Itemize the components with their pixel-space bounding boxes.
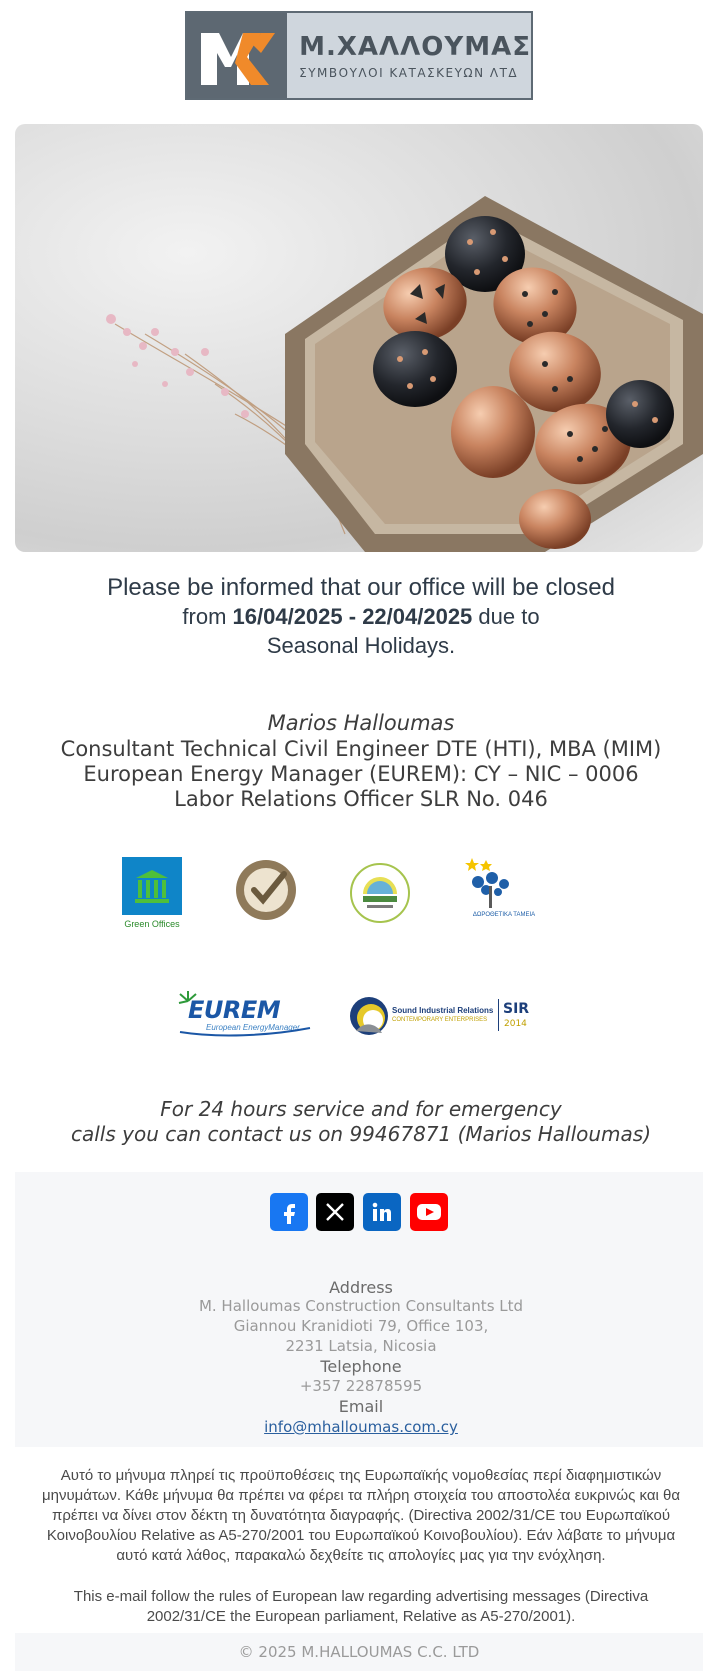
sir-badge: SIR <box>503 1001 530 1017</box>
emergency-line1: For 24 hours service and for emergency <box>160 1097 562 1121</box>
mk-logo-mark <box>187 13 287 98</box>
english-disclaimer: This e-mail follow the rules of European law regarding advertising messages (Directiva 2002/31/CE the European parliament, Relative as A5-270/2001). <box>73 1588 649 1625</box>
x-icon[interactable] <box>316 1193 354 1231</box>
announcement-line1: Please be informed that our office will be closed <box>107 574 615 601</box>
address-label: Address <box>329 1278 393 1297</box>
dorotika-label: ΔΩΡΟΘΕΤΙΚΑ ΤΑΜΕΙΑ <box>472 912 536 918</box>
dorotika-tameia-badge <box>458 856 550 926</box>
announcement-dates-line <box>0 604 722 630</box>
emergency-line2: calls you can contact us on 99467871 (Marios Halloumas) <box>71 1122 651 1146</box>
email-link[interactable]: info@mhalloumas.com.cy <box>264 1418 458 1436</box>
address-line1: M. Halloumas Construction Consultants Ltd <box>198 1297 524 1315</box>
address-line3: 2231 Latsia, Nicosia <box>285 1337 437 1355</box>
copyright-bar: © 2025 M.HALLOUMAS C.C. LTD <box>15 1633 703 1671</box>
closure-dates: 16/04/2025 - 22/04/2025 <box>232 604 473 629</box>
sir-year: 2014 <box>504 1019 527 1029</box>
eurem-subtitle: European EnergyManager <box>206 1023 300 1032</box>
eurem-logo <box>178 990 312 1038</box>
from-label: from <box>182 604 227 629</box>
sir-divider <box>498 999 499 1031</box>
youtube-icon[interactable] <box>410 1193 448 1231</box>
telephone-value: +357 22878595 <box>299 1377 423 1395</box>
logo-subtitle: ΣΥΜΒΟΥΛΟΙ ΚΑΤΑΣΚΕΥΩΝ ΛΤΔ <box>299 65 519 80</box>
address-line2: Giannou Kranidioti 79, Office 103, <box>233 1317 489 1335</box>
easter-eggs-hero-image <box>15 124 703 552</box>
telephone-label: Telephone <box>320 1357 402 1376</box>
green-offices-badge <box>122 857 182 933</box>
green-offices-label: Green Offices <box>124 919 180 929</box>
rainbow-seal-badge <box>349 862 411 924</box>
facebook-icon[interactable] <box>270 1193 308 1231</box>
quality-check-badge <box>234 858 298 922</box>
eurem-wordmark: EUREM <box>188 996 281 1024</box>
signature-title2: European Energy Manager (EUREM): CY – NIC – 0006 <box>83 762 639 786</box>
email-label: Email <box>338 1397 384 1416</box>
logo-name: Μ.ΧΑΛΛΟΥΜΑΣ <box>299 31 531 62</box>
email-row <box>0 1417 722 1436</box>
sir-subtitle: CONTEMPORARY ENTERPRISES <box>392 1017 488 1023</box>
announcement-line3: Seasonal Holidays. <box>266 633 456 658</box>
linkedin-icon[interactable] <box>363 1193 401 1231</box>
due-to-label: due to <box>478 604 540 629</box>
signature-title3: Labor Relations Officer SLR No. 046 <box>174 787 548 811</box>
sir-title: Sound Industrial Relations <box>392 1006 494 1015</box>
signature-name: Marios Halloumas <box>267 711 455 735</box>
greek-disclaimer: Αυτό το μήνυμα πληρεί τις προϋποθέσεις της Ευρωπαϊκής νομοθεσίας περί διαφημιστικών μηνυμάτων. Κάθε μήνυμα θα πρέπει να φέρει τα πλήρη στοιχεία του αποστολέα ευκρινώς και θα πρέπει να δίνει στον δέκτη τη δυνατότητα διαγραφής. (Directiva 2002/31/CE του Ευρωπαϊκού Κοινοβουλίου Relative as A5-270/2001 του Ευρωπαϊκού Κοινοβουλίου). Εάν λάβατε το μήνυμα αυτό κατά λάθος, παρακαλώ δεχθείτε τις απολογίες μας για την ενόχληση. <box>41 1467 681 1564</box>
signature-title1: Consultant Technical Civil Engineer DTE (HTI), MBA (MIM) <box>60 737 662 761</box>
sir-2014-logo <box>348 993 532 1039</box>
company-logo[interactable] <box>185 11 533 100</box>
